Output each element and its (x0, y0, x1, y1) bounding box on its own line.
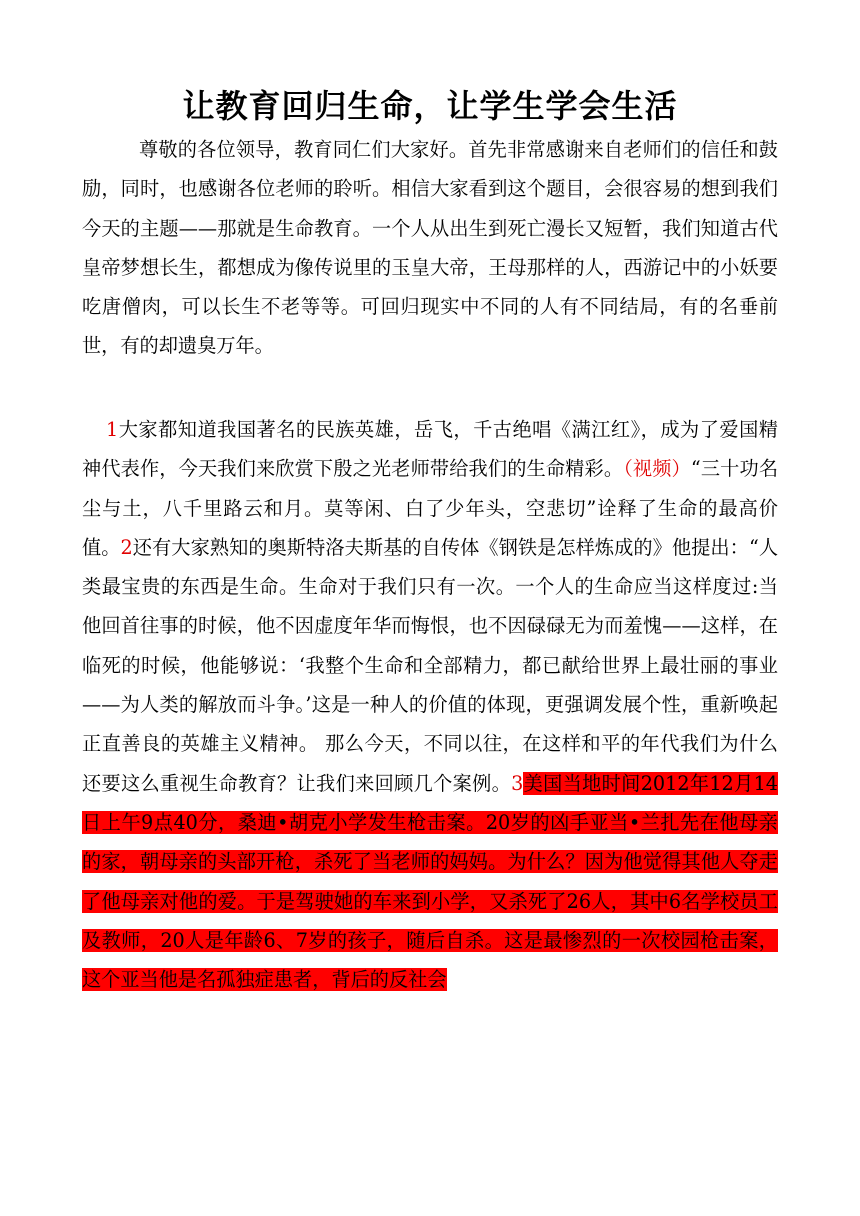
poem-quote: “三十功名尘与土，八千里路云和月。莫等闲、白了少年头，空悲切”诠释了生命的最高价值。 (82, 457, 779, 559)
paragraph-intro: 尊敬的各位领导，教育同仁们大家好。首先非常感谢来自老师们的信任和鼓励，同时，也感谢各位老师的聆听。相信大家看到这个题目，会很容易的想到我们今天的主题——那就是生命教育。一个人从出生到死亡漫长又短暂，我们知道古代皇帝梦想长生，都想成为像传说里的玉皇大帝，王母那样的人，西游记中的小妖要吃唐僧肉，可以长生不老等等。可回归现实中不同的人有不同结局，有的名垂前世，有的却遗臭万年。 (82, 138, 778, 358)
case-text-yuefei: 大家都知道我国著名的民族英雄，岳飞，千古绝唱《满江红》，成为了爱国精神代表作，今天我们来欣赏下殷之光老师带给我们的生命精彩。 (82, 418, 778, 481)
video-note: （视频） (623, 457, 691, 481)
paragraph-cases (82, 410, 778, 999)
case-number-1: 1 (106, 418, 119, 441)
case-text-steel: 还有大家熟知的奥斯特洛夫斯基的自传体《钢铁是怎样炼成的》他提出：“人类最宝贵的东西是生命。生命对于我们只有一次。一个人的生命应当这样度过:当他回首往事的时候，他不因虚度年华而悔恨，也不因碌碌无为而羞愧——这样，在临死的时候，他能够说：‘我整个生命和全部精力，都已献给世界上最壮丽的事业——为人类的解放而斗争。’这是一种人的价值的体现，更强调发展个性，重新唤起正直善良的英雄主义精神。 那么今天，不同以往，在这样和平的年代我们为什么还要这么重视生命教育？让我们来回顾几个案例。 (82, 535, 779, 795)
case-number-2: 2 (120, 535, 133, 559)
case-number-3: 3 (511, 771, 524, 795)
highlighted-case-text: 美国当地时间2012年12月14日上午9点40分，桑迪•胡克小学发生枪击案。20岁的凶手亚当•兰扎先在他母亲的家，朝母亲的头部开枪，杀死了当老师的妈妈。为什么？因为他觉得其他人夺走了他母亲对他的爱。于是驾驶她的车来到小学，又杀死了26人，其中6名学校员工及教师，20人是年龄6、7岁的孩子，随后自杀。这是最惨烈的一次校园枪击案，这个亚当他是名孤独症患者，背后的反社会 (82, 771, 778, 992)
document-title: 让教育回归生命，让学生学会生活 (182, 87, 678, 125)
